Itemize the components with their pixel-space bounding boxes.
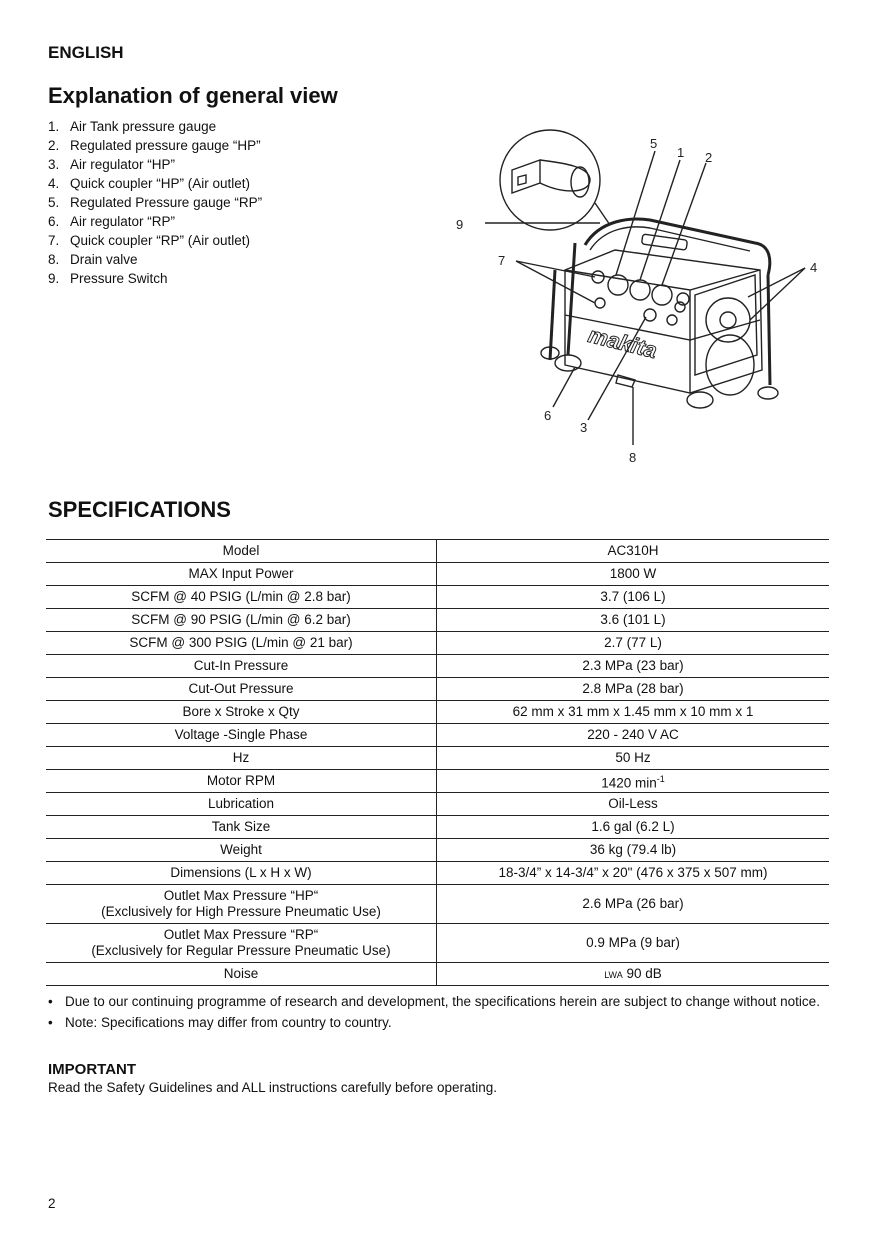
gauge-icon xyxy=(652,285,672,305)
list-item xyxy=(48,117,262,136)
item-number: 8. xyxy=(48,252,60,267)
spec-label: SCFM @ 40 PSIG (L/min @ 2.8 bar) xyxy=(46,586,437,609)
spec-value-superscript: -1 xyxy=(656,773,665,784)
spec-value: 2.8 MPa (28 bar) xyxy=(437,678,830,701)
bullet: • xyxy=(48,1015,53,1030)
item-label: Regulated Pressure gauge “RP” xyxy=(70,195,263,210)
callout-5: 5 xyxy=(650,136,658,151)
item-number: 2. xyxy=(48,138,60,153)
spec-value: 1800 W xyxy=(437,563,830,586)
spec-label-note: (Exclusively for Regular Pressure Pneumatic Use) xyxy=(91,943,391,958)
spec-label: SCFM @ 300 PSIG (L/min @ 21 bar) xyxy=(46,632,437,655)
spec-value: 50 Hz xyxy=(437,747,830,770)
spec-label: Weight xyxy=(46,839,437,862)
list-item xyxy=(48,269,262,288)
list-item xyxy=(48,212,262,231)
table-row xyxy=(46,632,829,655)
page-number: 2 xyxy=(48,1196,56,1211)
brand-mark: makita xyxy=(585,322,660,364)
item-number: 3. xyxy=(48,157,60,172)
spec-label: Bore x Stroke x Qty xyxy=(46,701,437,724)
roll-cage-top xyxy=(585,219,770,275)
table-row xyxy=(46,963,829,986)
spec-label: Noise xyxy=(46,963,437,986)
switch-cylinder xyxy=(540,160,590,191)
table-row xyxy=(46,839,829,862)
list-item xyxy=(48,174,262,193)
important-heading: IMPORTANT xyxy=(48,1061,137,1078)
spec-value: AC310H xyxy=(437,540,830,563)
callout-7: 7 xyxy=(498,253,506,268)
callout-4: 4 xyxy=(810,260,818,275)
parts-list xyxy=(48,117,262,288)
spec-label: Tank Size xyxy=(46,816,437,839)
foot xyxy=(687,392,713,408)
spec-label: SCFM @ 90 PSIG (L/min @ 6.2 bar) xyxy=(46,609,437,632)
item-label: Regulated pressure gauge “HP” xyxy=(70,138,261,153)
table-row xyxy=(46,924,829,963)
item-number: 7. xyxy=(48,233,60,248)
gauge-icon xyxy=(630,280,650,300)
callout-1: 1 xyxy=(677,145,685,160)
spec-value-cell xyxy=(437,963,830,986)
item-number: 5. xyxy=(48,195,60,210)
callout-2: 2 xyxy=(705,150,713,165)
spec-value: 18-3/4” x 14-3/4” x 20" (476 x 375 x 507 mm) xyxy=(437,862,830,885)
important-text: Read the Safety Guidelines and ALL instructions carefully before operating. xyxy=(48,1080,498,1095)
spec-label: Outlet Max Pressure “RP“ xyxy=(163,927,319,942)
tank-end xyxy=(706,335,754,395)
spec-value: 3.6 (101 L) xyxy=(437,609,830,632)
spec-value-cell xyxy=(437,770,830,793)
table-row xyxy=(46,586,829,609)
spec-label: MAX Input Power xyxy=(46,563,437,586)
spec-label: Outlet Max Pressure “HP“ xyxy=(163,888,319,903)
list-item xyxy=(48,231,262,250)
table-row xyxy=(46,540,829,563)
spec-label-note: (Exclusively for High Pressure Pneumatic Use) xyxy=(101,904,381,919)
list-item xyxy=(48,250,262,269)
spec-value: 2.3 MPa (23 bar) xyxy=(437,655,830,678)
callout-6: 6 xyxy=(544,408,552,423)
detail-circle xyxy=(500,130,600,230)
spec-label: Voltage -Single Phase xyxy=(46,724,437,747)
callout-3: 3 xyxy=(580,420,588,435)
spec-value: 1.6 gal (6.2 L) xyxy=(437,816,830,839)
item-label: Air regulator “RP” xyxy=(70,214,176,229)
spec-value: Oil-Less xyxy=(437,793,830,816)
item-label: Air regulator “HP” xyxy=(70,157,176,172)
spec-label: Dimensions (L x H x W) xyxy=(46,862,437,885)
bullet: • xyxy=(48,994,53,1009)
spec-value: 0.9 MPa (9 bar) xyxy=(437,924,830,963)
table-row xyxy=(46,678,829,701)
table-row xyxy=(46,885,829,924)
list-item xyxy=(48,1013,838,1033)
table-row xyxy=(46,862,829,885)
spec-label: Cut-Out Pressure xyxy=(46,678,437,701)
note-text: Due to our continuing programme of research and development, the specifications herein are subject to change without notice. xyxy=(65,994,820,1009)
callout-9: 9 xyxy=(456,217,464,232)
item-label: Pressure Switch xyxy=(70,271,168,286)
callout-8: 8 xyxy=(629,450,637,465)
spec-label-cell xyxy=(46,885,437,924)
table-row xyxy=(46,563,829,586)
table-row xyxy=(46,770,829,793)
spec-value: 1420 min xyxy=(601,775,657,791)
item-number: 4. xyxy=(48,176,60,191)
table-row xyxy=(46,701,829,724)
table-row xyxy=(46,724,829,747)
item-label: Quick coupler “RP” (Air outlet) xyxy=(70,233,251,248)
table-row xyxy=(46,793,829,816)
spec-value: 62 mm x 31 mm x 1.45 mm x 10 mm x 1 xyxy=(437,701,830,724)
notes-list xyxy=(48,992,838,1034)
spec-value: 3.7 (106 L) xyxy=(437,586,830,609)
spec-label: Motor RPM xyxy=(46,770,437,793)
note-text: Note: Specifications may differ from country to country. xyxy=(65,1015,392,1030)
spec-value: 2.6 MPa (26 bar) xyxy=(437,885,830,924)
spec-value-prefix: LWA xyxy=(604,969,623,980)
table-row xyxy=(46,609,829,632)
item-number: 6. xyxy=(48,214,60,229)
table-row xyxy=(46,655,829,678)
list-item xyxy=(48,193,262,212)
spec-label: Hz xyxy=(46,747,437,770)
list-item xyxy=(48,155,262,174)
specifications-table xyxy=(46,539,829,986)
item-number: 1. xyxy=(48,119,60,134)
spec-label: Lubrication xyxy=(46,793,437,816)
general-view-title: Explanation of general view xyxy=(48,83,338,108)
foot xyxy=(555,355,581,371)
list-item xyxy=(48,136,262,155)
item-number: 9. xyxy=(48,271,60,286)
spec-value: 36 kg (79.4 lb) xyxy=(437,839,830,862)
spec-label: Cut-In Pressure xyxy=(46,655,437,678)
item-label: Drain valve xyxy=(70,252,138,267)
spec-value: 2.7 (77 L) xyxy=(437,632,830,655)
item-label: Air Tank pressure gauge xyxy=(70,119,217,134)
spec-value: 90 dB xyxy=(626,965,662,981)
list-item xyxy=(48,992,838,1012)
spec-value: 220 - 240 V AC xyxy=(437,724,830,747)
spec-label: Model xyxy=(46,540,437,563)
language-label: ENGLISH xyxy=(48,43,124,62)
table-row xyxy=(46,747,829,770)
item-label: Quick coupler “HP” (Air outlet) xyxy=(70,176,251,191)
table-row xyxy=(46,816,829,839)
compressor-illustration xyxy=(450,125,830,470)
specifications-title: SPECIFICATIONS xyxy=(48,497,231,522)
spec-label-cell xyxy=(46,924,437,963)
